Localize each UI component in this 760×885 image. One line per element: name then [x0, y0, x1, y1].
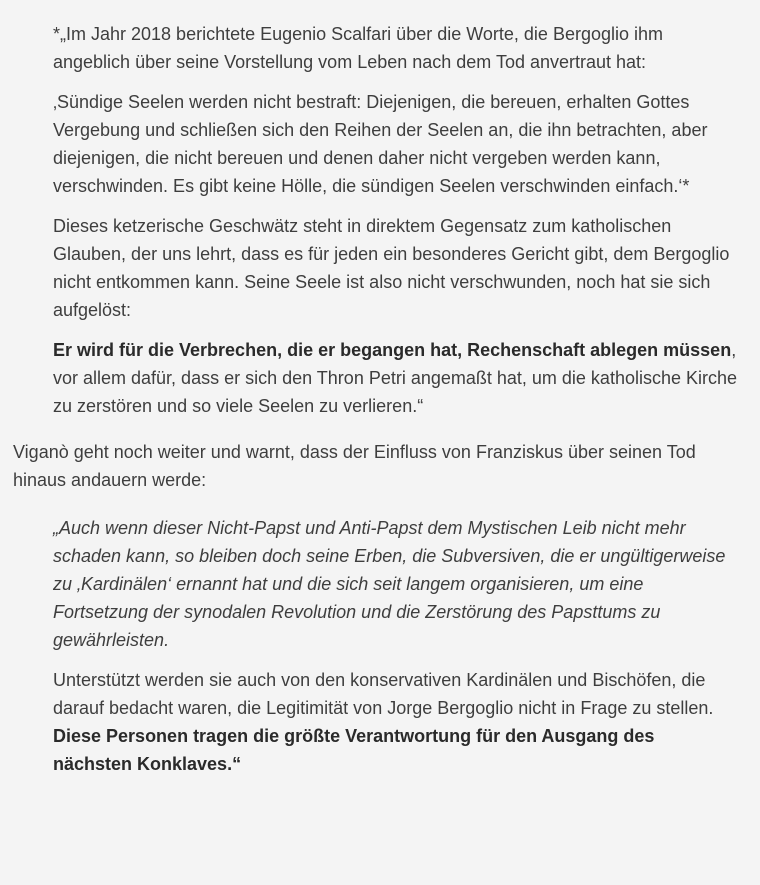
quote-paragraph-3: Dieses ketzerische Geschwätz steht in direktem Gegensatz zum katholischen Glauben, der uns lehrt, dass es für jeden ein besonderes Gericht gibt, dem Bergoglio nicht entkommen kann. Seine Seele ist also nicht verschwunden, noch hat sie sich aufgelöst:: [53, 216, 730, 320]
quote-paragraph-4-rest: , vor allem dafür, dass er sich den Thron Petri angemaßt hat, um die katholische Kirche zu zerstören und so viele Seelen zu verlieren.“: [53, 340, 738, 416]
quote-paragraph-6-end: “: [232, 754, 242, 774]
body-paragraph-vigano: Viganò geht noch weiter und warnt, dass der Einfluss von Franziskus über seinen Tod hinaus andauern werde:: [13, 442, 696, 490]
quote-paragraph-6-text: Unterstützt werden sie auch von den konservativen Kardinälen und Bischöfen, die darauf bedacht waren, die Legitimität von Jorge Bergoglio nicht in Frage zu stellen.: [53, 670, 714, 718]
quote-paragraph-4: [53, 336, 738, 420]
quote-paragraph-5: „Auch wenn dieser Nicht-Papst und Anti-Papst dem Mystischen Leib nicht mehr schaden kann, so bleiben doch seine Erben, die Subversiven, die er ungültigerweise zu ‚Kardinälen‘ ernannt hat und die sich seit langem organisieren, um eine Fortsetzung der synodalen Revolution und die Zerstörung des Papsttums zu gewährleisten.: [53, 518, 726, 650]
quote-paragraph-6-bold: Diese Personen tragen die größte Verantwortung für den Ausgang des nächsten Konklaves.: [53, 726, 655, 774]
blockquote-scalfari: [0, 0, 760, 420]
quote-paragraph-1: *„Im Jahr 2018 berichtete Eugenio Scalfari über die Worte, die Bergoglio ihm angeblich über seine Vorstellung vom Leben nach dem Tod anvertraut hat:: [53, 24, 663, 72]
quote-paragraph-6: [53, 666, 738, 778]
blockquote-vigano: [0, 514, 760, 778]
quote-paragraph-4-bold: Er wird für die Verbrechen, die er begangen hat, Rechenschaft ablegen müssen: [53, 340, 732, 360]
quote-paragraph-2: ‚Sündige Seelen werden nicht bestraft: Diejenigen, die bereuen, erhalten Gottes Vergebung und schließen sich den Reihen der Seelen an, die ihn betrachten, aber diejenigen, die nicht bereuen und denen daher nicht vergeben werden kann, verschwinden. Es gibt keine Hölle, die sündigen Seelen verschwinden einfach.‘*: [53, 92, 708, 196]
